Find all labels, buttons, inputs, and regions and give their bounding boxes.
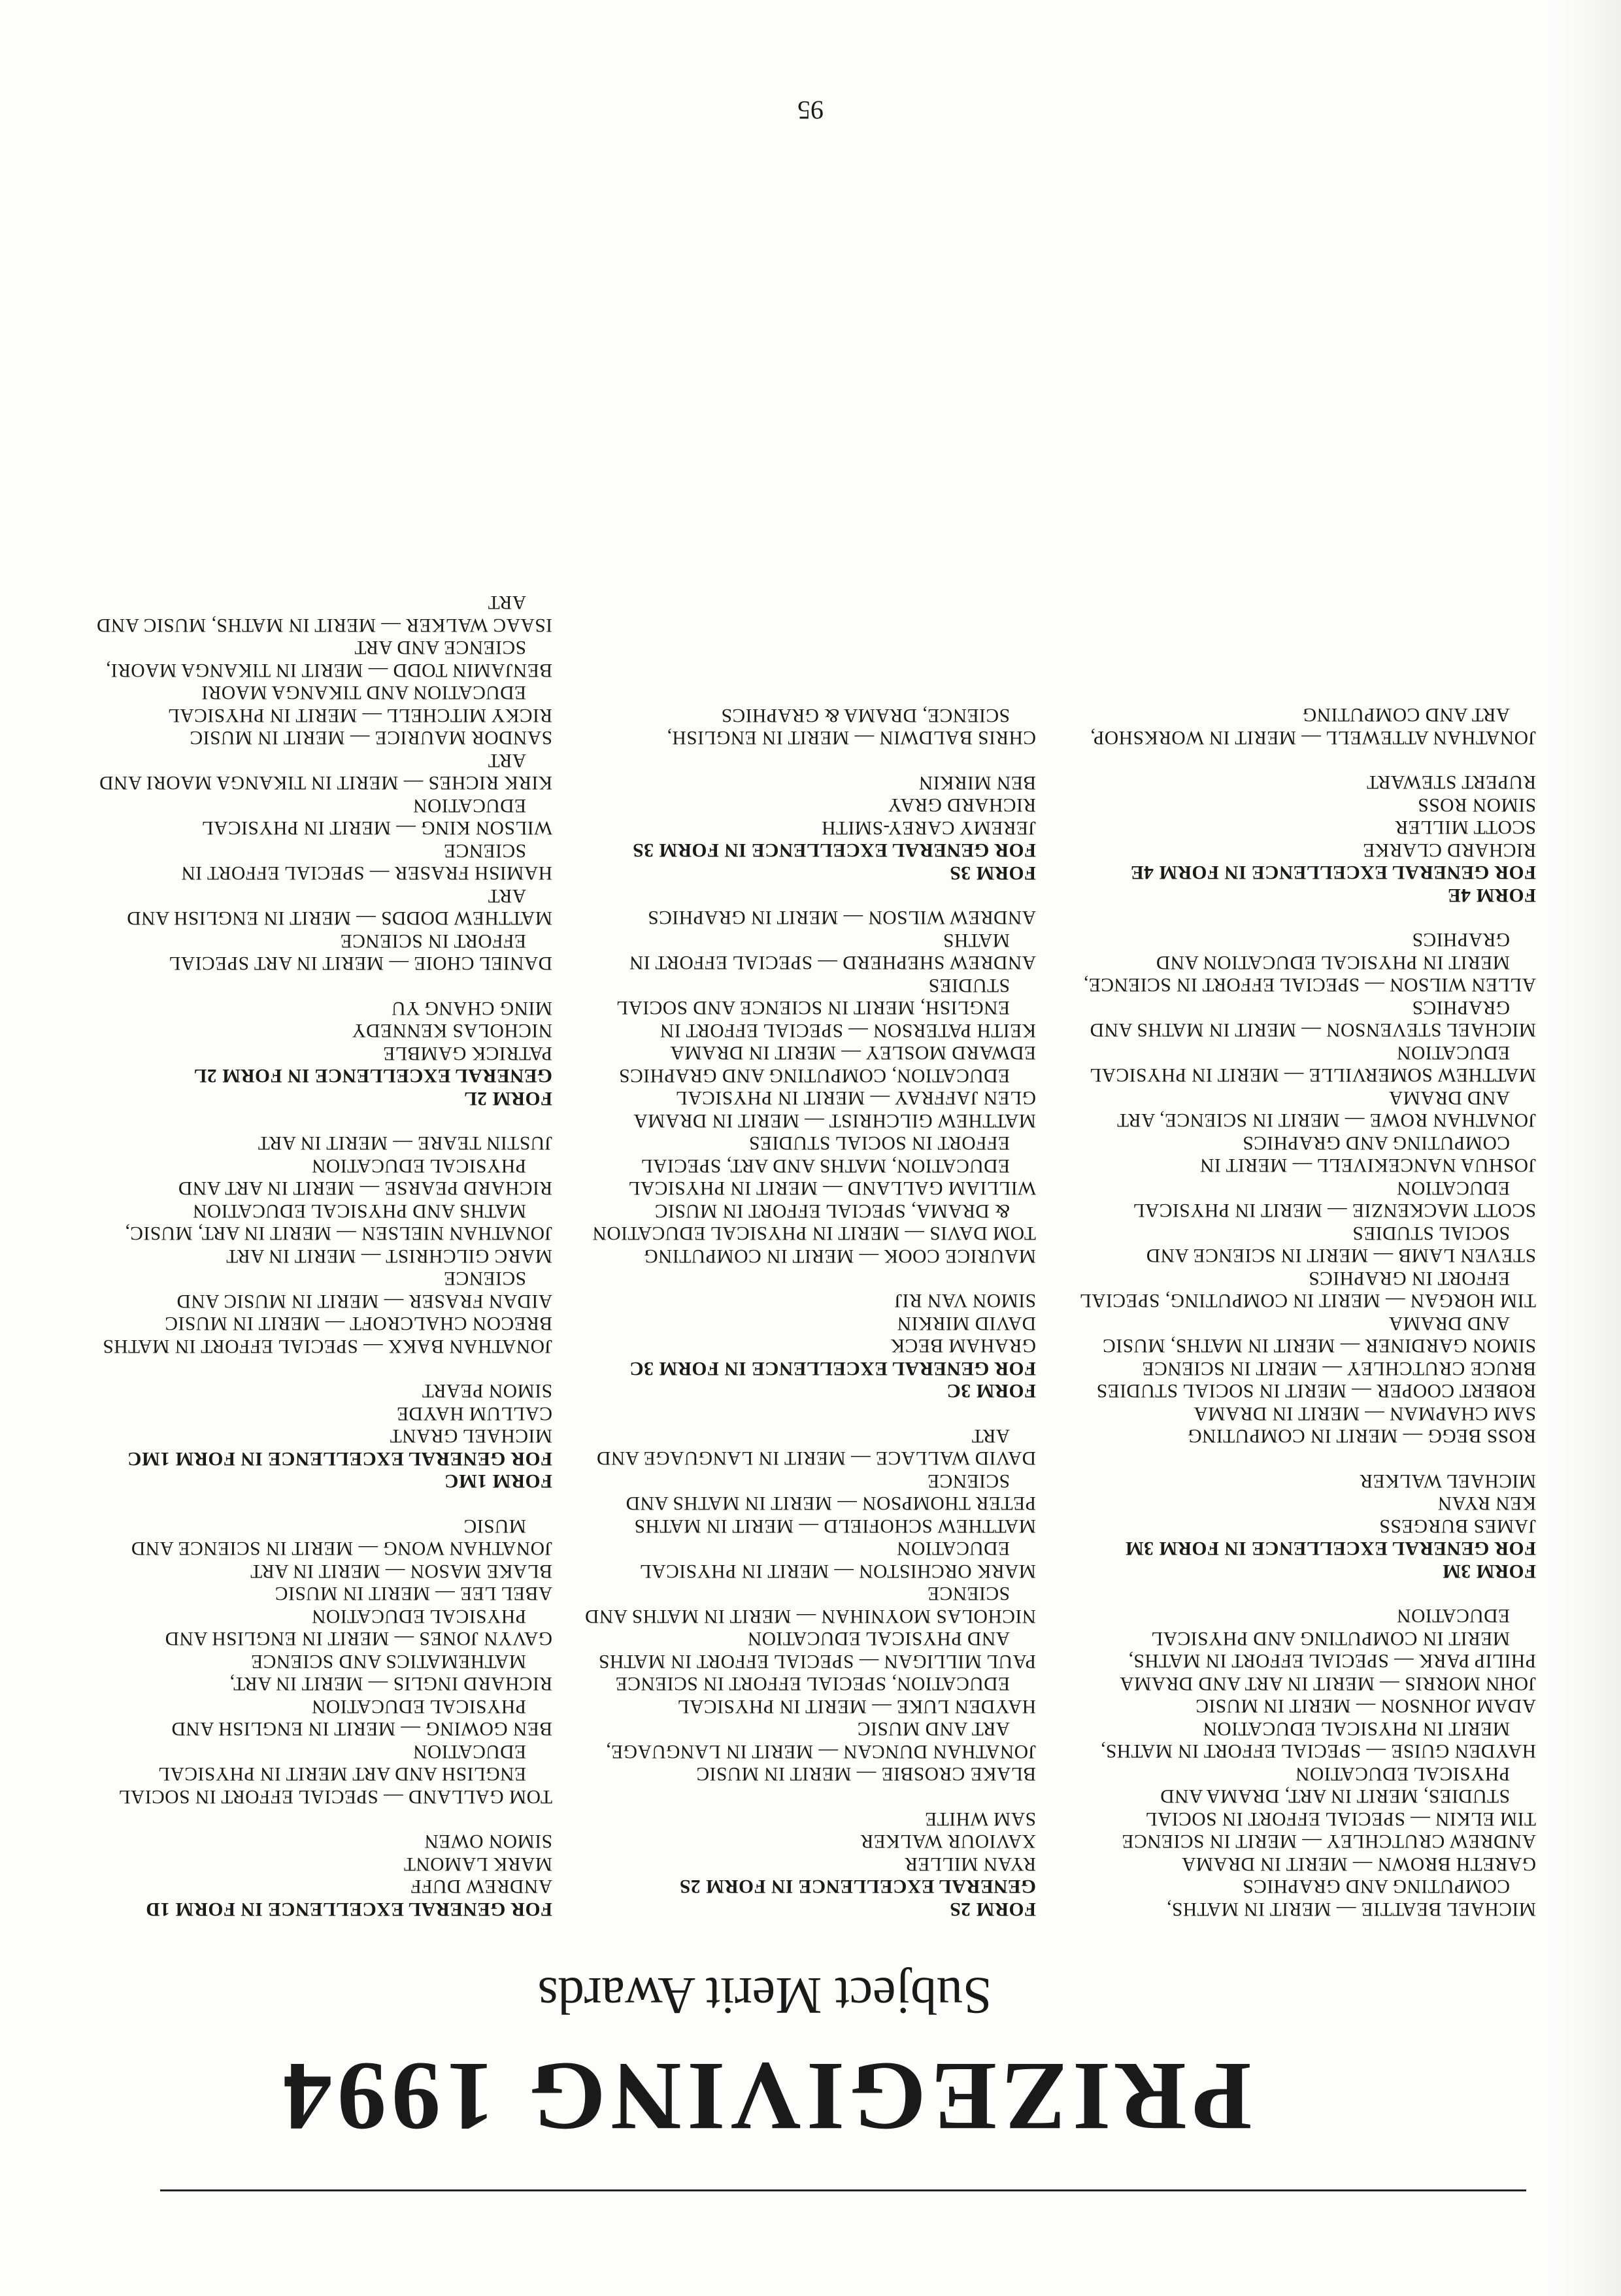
award-entry: RICKY MITCHELL — MERIT IN PHYSICAL EDUCATION AND TIKANGA MAORI — [168, 682, 552, 726]
award-entry: SCOTT MACKENZIE — MERIT IN PHYSICAL EDUCATION — [1133, 1177, 1536, 1221]
award-entry: MICHAEL GRANT — [390, 1425, 552, 1447]
award-entry: XAVIOUR WALKER — [860, 1831, 1036, 1852]
award-section — [578, 906, 1036, 1267]
award-section — [95, 1830, 552, 1920]
form-heading: FORM 4E — [1447, 885, 1536, 905]
award-entry: MARC GILCHRIST — MERIT IN ART — [226, 1245, 552, 1266]
award-entry: SANDOR MAURICE — MERIT IN MUSIC — [189, 727, 552, 749]
form-heading: GENERAL EXCELLENCE IN FORM 2L — [193, 1065, 552, 1087]
award-entry: MARK LAMONT — [403, 1853, 552, 1874]
award-entry: ABEL LEE — MERIT IN MUSIC — [275, 1583, 552, 1604]
form-heading: FORM 3S — [949, 862, 1036, 883]
award-section — [95, 1379, 552, 1493]
award-entry: RUPERT STEWART — [1366, 771, 1536, 793]
award-entry: MATTHEW DODDS — MERIT IN ENGLISH AND ART — [126, 885, 552, 929]
award-entry: STEVEN LAMB — MERIT IN SCIENCE AND SOCIAL STUDIES — [1146, 1223, 1536, 1266]
award-section — [578, 1289, 1036, 1402]
award-entry: BENJAMIN TODD — MERIT IN TIKANGA MAORI, SCIENCE AND ART — [105, 637, 552, 681]
award-entry: ANDREW DUFF — [410, 1876, 552, 1897]
form-heading: FORM 1MC — [444, 1470, 552, 1492]
award-entry: JOSHUA NANCEKIVELL — MERIT IN COMPUTING AND GRAPHICS — [1199, 1132, 1536, 1176]
award-entry: SCOTT MILLER — [1394, 817, 1536, 838]
award-entry: CHRIS BALDWIN — MERIT IN ENGLISH, SCIENCE, DRAMA & GRAPHICS — [667, 705, 1036, 749]
award-entry: BEN GOWING — MERIT IN ENGLISH AND PHYSICAL EDUCATION — [171, 1696, 552, 1740]
award-entry: CALLUM HAYDE — [396, 1403, 552, 1424]
award-entry: DANIEL CHOIE — MERIT IN ART SPECIAL EFFORT IN SCIENCE — [169, 930, 552, 974]
award-entry: KEN RYAN — [1437, 1493, 1536, 1514]
award-entry: JONATHAN ATTEWELL — MERIT IN WORKSHOP, ART AND COMPUTING — [1090, 704, 1536, 748]
award-entry: RICHARD GRAY — [887, 794, 1036, 816]
award-section — [1078, 703, 1536, 749]
award-entry: SAM WHITE — [924, 1808, 1036, 1829]
award-entry: ANDREW WILSON — MERIT IN GRAPHICS — [647, 907, 1036, 928]
award-entry: ANDREW CRUTCHLEY — MERIT IN SCIENCE — [1122, 1831, 1536, 1852]
award-entry: JUSTIN TEARE — MERIT IN ART — [258, 1132, 552, 1154]
award-entry: JONATHAN DUNCAN — MERIT IN LANGUAGE, ART AND MUSIC — [605, 1718, 1036, 1762]
award-entry: JOHN MORRIS — MERIT IN ART AND DRAMA — [1119, 1673, 1536, 1694]
page-subtitle: Subject Merit Awards — [537, 1967, 992, 2024]
award-section — [95, 1132, 552, 1357]
award-section — [578, 1808, 1036, 1921]
award-entry: DAVID MIRKIN — [897, 1313, 1036, 1334]
award-entry: TOM DAVIS — MERIT IN PHYSICAL EDUCATION & DRAMA, SPECIAL EFFORT IN MUSIC — [592, 1200, 1036, 1244]
award-entry: GAVYN JONES — MERIT IN ENGLISH AND PHYSICAL EDUCATION — [165, 1606, 552, 1649]
award-section — [1078, 1604, 1536, 1920]
form-heading: GENERAL EXCELLENCE IN FORM 2S — [679, 1876, 1036, 1897]
award-entry: RICHARD CLARKE — [1362, 839, 1536, 860]
award-entry: SAM CHAPMAN — MERIT IN DRAMA — [1193, 1403, 1536, 1424]
award-entry: BLAKE MASON — MERIT IN ART — [250, 1561, 552, 1581]
award-entry: MATTHEW GILCHRIST — MERIT IN DRAMA — [633, 1110, 1036, 1131]
award-entry: JONATHAN BAKX — SPECIAL EFFORT IN MATHS — [102, 1336, 552, 1357]
award-section — [1078, 1470, 1536, 1583]
award-entry: RYAN MILLER — [904, 1853, 1036, 1874]
award-entry: WILLIAM GALLAND — MERIT IN PHYSICAL EDUCATION, MATHS AND ART, SPECIAL EFFORT IN SOCIAL STUDIES — [628, 1132, 1036, 1199]
award-entry: NICHOLAS MOYNIHAN — MERIT IN MATHS AND SCIENCE — [584, 1583, 1036, 1627]
form-heading: FOR GENERAL EXCELLENCE IN FORM 3S — [632, 839, 1036, 861]
award-entry: ALLEN WILSON — SPECIAL EFFORT IN SCIENCE, MERIT IN PHYSICAL EDUCATION AND GRAPHICS — [1083, 929, 1536, 996]
award-entry: ISAAC WALKER — MERIT IN MATHS, MUSIC AND ART — [96, 592, 552, 635]
award-entry: MAURICE COOK — MERIT IN COMPUTING — [643, 1245, 1036, 1266]
text-column-1 — [1078, 681, 1536, 1920]
award-entry: ANDREW SHEPHERD — SPECIAL EFFORT IN MATHS — [629, 930, 1036, 973]
award-entry: SIMON ROSS — [1417, 794, 1536, 815]
award-entry: TOM GALLAND — SPECIAL EFFORT IN SOCIAL ENGLISH AND ART MERIT IN PHYSICAL EDUCATION — [119, 1741, 552, 1807]
form-heading: FORM 3C — [946, 1380, 1036, 1402]
text-column-3 — [95, 569, 552, 1920]
award-entry: KIRK RICHES — MERIT IN TIKANGA MAORI AND ART — [99, 750, 552, 794]
award-entry: JONATHAN ROWE — MERIT IN SCIENCE, ART AND DRAMA — [1117, 1087, 1536, 1131]
form-heading: FORM 2S — [949, 1899, 1036, 1919]
award-section — [95, 997, 552, 1110]
award-entry: MING CHANG YU — [391, 998, 552, 1019]
award-entry: TIM HORGAN — MERIT IN COMPUTING, SPECIAL EFFORT IN GRAPHICS — [1080, 1268, 1536, 1311]
award-entry: DAVID WALLACE — MERIT IN LANGUAGE AND ART — [596, 1425, 1036, 1469]
award-entry: SIMON VAN RIJ — [894, 1290, 1036, 1311]
page-title: PRIZEGIVING 1994 — [277, 2042, 1252, 2151]
award-entry: GARETH BROWN — MERIT IN DRAMA — [1181, 1853, 1536, 1874]
award-entry: WILSON KING — MERIT IN PHYSICAL EDUCATION — [202, 795, 552, 839]
award-entry: HAYDEN LUKE — MERIT IN PHYSICAL EDUCATION, SPECIAL EFFORT IN SCIENCE — [615, 1673, 1036, 1717]
form-heading: FORM 2L — [463, 1088, 552, 1109]
award-entry: NICHOLAS KENNEDY — [351, 1020, 552, 1041]
title-rule — [160, 2189, 1526, 2191]
award-entry: ROBERT COOPER — MERIT IN SOCIAL STUDIES — [1096, 1380, 1536, 1402]
award-section — [1078, 771, 1536, 906]
form-heading: FOR GENERAL EXCELLENCE IN FORM 4E — [1130, 862, 1536, 883]
award-section — [578, 704, 1036, 749]
award-entry: PAUL MILLIGAN — SPECIAL EFFORT IN MATHS AND PHYSICAL EDUCATION — [598, 1628, 1036, 1672]
scan-edge-shadow — [1543, 0, 1621, 2296]
award-entry: PETER THOMPSON — MERIT IN MATHS AND SCIENCE — [626, 1470, 1036, 1514]
award-entry: RICHARD PEARSE — MERIT IN ART AND PHYSICAL EDUCATION — [178, 1155, 552, 1199]
award-entry: MICHAEL WALKER — [1359, 1470, 1536, 1491]
award-entry: BRUCE CRUTCHLEY — MERIT IN SCIENCE — [1142, 1358, 1536, 1379]
text-column-2 — [578, 682, 1036, 1921]
award-entry: PATRICK GAMBLE — [382, 1043, 552, 1064]
award-section — [578, 1425, 1036, 1785]
award-entry: JONATHAN NIELSEN — MERIT IN ART, MUSIC, MATHS AND PHYSICAL EDUCATION — [124, 1200, 552, 1244]
award-entry: BEN MIRKIN — [918, 772, 1036, 793]
award-entry: SIMON PEART — [422, 1380, 552, 1402]
award-entry: MATTHEW SCHOFIELD — MERIT IN MATHS — [634, 1515, 1036, 1536]
award-entry: BRECON CHALCROFT — MERIT IN MUSIC — [164, 1313, 552, 1334]
award-entry: KEITH PATERSON — SPECIAL EFFORT IN ENGLISH, MERIT IN SCIENCE AND SOCIAL STUDIES — [616, 975, 1036, 1041]
award-entry: MARK ORCHISTON — MERIT IN PHYSICAL EDUCATION — [640, 1538, 1036, 1581]
form-heading: FOR GENERAL EXCELLENCE IN FORM 1D — [145, 1899, 552, 1919]
award-entry: AIDAN FRASER — MERIT IN MUSIC AND SCIENCE — [176, 1268, 552, 1311]
award-entry: JAMES BURGESS — [1379, 1515, 1536, 1536]
award-section — [1078, 928, 1536, 1447]
form-heading: FOR GENERAL EXCELLENCE IN FORM 3M — [1125, 1538, 1536, 1559]
award-entry: ADAM JOHNSON — MERIT IN MUSIC — [1195, 1695, 1536, 1717]
award-entry: GRAHAM BECK — [890, 1335, 1036, 1357]
award-entry: HAMISH FRASER — SPECIAL EFFORT IN SCIENCE — [181, 840, 552, 884]
award-entry: BLAKE CROSBIE — MERIT IN MUSIC — [695, 1763, 1036, 1785]
form-heading: FOR GENERAL EXCELLENCE IN FORM 1MC — [127, 1448, 552, 1469]
award-entry: PHILIP PARK — SPECIAL EFFORT IN MATHS, MERIT IN COMPUTING AND PHYSICAL EDUCATION — [1128, 1605, 1536, 1672]
award-section — [578, 771, 1036, 885]
award-entry: TIM ELKIN — SPECIAL EFFORT IN SOCIAL STUDIES, MERIT IN ART, DRAMA AND PHYSICAL EDUCATION — [1146, 1763, 1536, 1829]
award-section — [95, 591, 552, 975]
award-entry: RICHARD INGLIS — MERIT IN ART, MATHEMATICS AND SCIENCE — [229, 1651, 552, 1695]
award-entry: HAYDEN GUISE — SPECIAL EFFORT IN MATHS, MERIT IN PHYSICAL EDUCATION — [1100, 1718, 1536, 1762]
award-entry: GLEN JAFFRAY — MERIT IN PHYSICAL EDUCATION, COMPUTING AND GRAPHICS — [618, 1065, 1036, 1109]
award-entry: JONATHAN WONG — MERIT IN SCIENCE AND MUSIC — [131, 1515, 552, 1559]
award-entry: MATTHEW SOMERVILLE — MERIT IN PHYSICAL EDUCATION — [1090, 1042, 1536, 1086]
award-entry: JEREMY CAREY-SMITH — [821, 817, 1036, 838]
award-entry: MICHAEL BEATTIE — MERIT IN MATHS, COMPUTING AND GRAPHICS — [1166, 1876, 1536, 1919]
form-heading: FOR GENERAL EXCELLENCE IN FORM 3C — [629, 1358, 1036, 1379]
page-number: 95 — [797, 95, 824, 125]
award-entry: SIMON OWEN — [424, 1831, 552, 1852]
award-entry: MICHAEL STEVENSON — MERIT IN MATHS AND GRAPHICS — [1090, 997, 1536, 1041]
award-section — [95, 1515, 552, 1808]
form-heading: FORM 3M — [1442, 1561, 1536, 1581]
award-entry: EDWARD MOSLEY — MERIT IN DRAMA — [670, 1042, 1036, 1064]
award-entry: SIMON GARDINER — MERIT IN MATHS, MUSIC AND DRAMA — [1102, 1313, 1536, 1357]
award-entry: ROSS BEGG — MERIT IN COMPUTING — [1187, 1425, 1536, 1447]
